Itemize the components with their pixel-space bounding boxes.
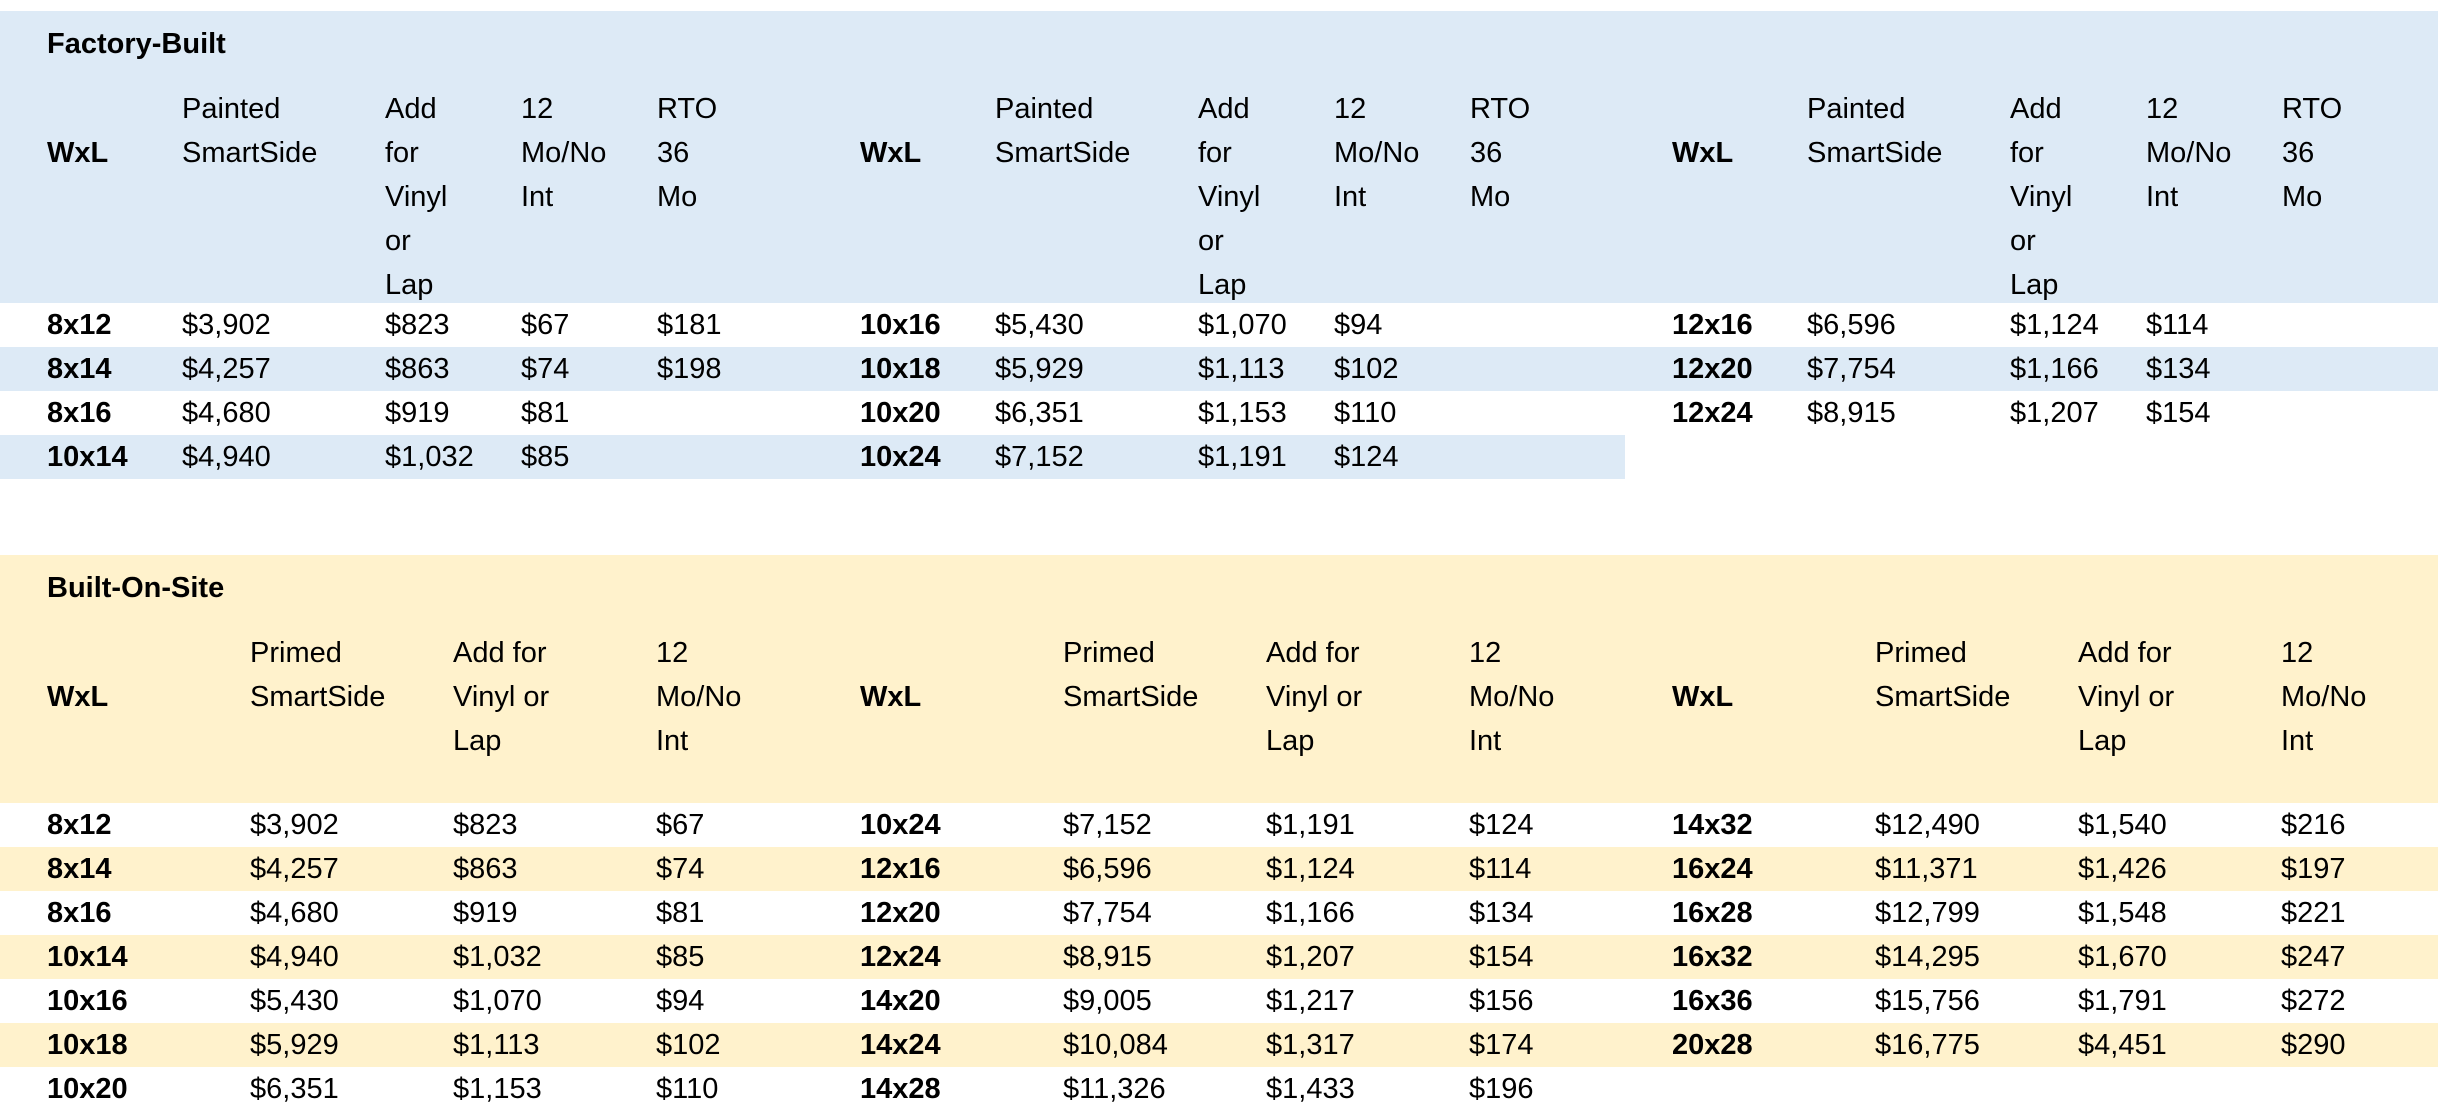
price-cell: $7,754: [1063, 897, 1152, 929]
table-row: [0, 803, 813, 847]
table-row: [813, 435, 1625, 479]
price-cell: $8,915: [1807, 397, 1896, 429]
price-cell: $85: [521, 441, 570, 473]
price-cell: $198: [657, 353, 722, 385]
price-cell: $11,326: [1063, 1073, 1166, 1105]
price-cell: $1,426: [2078, 853, 2167, 885]
factory-built-section: [0, 11, 2438, 493]
price-cell: $12,490: [1875, 809, 1980, 841]
table-row: [813, 391, 1625, 435]
price-cell: $1,113: [453, 1029, 540, 1061]
size-cell: 16x24: [1672, 853, 1753, 885]
size-cell: 10x14: [47, 441, 128, 473]
column-header: Painted SmartSide: [182, 93, 318, 169]
price-cell: $272: [2281, 985, 2346, 1017]
size-cell: 12x16: [1672, 309, 1753, 341]
price-cell: $94: [1334, 309, 1383, 341]
price-cell: $4,257: [250, 853, 339, 885]
size-cell: 16x32: [1672, 941, 1753, 973]
price-cell: $1,670: [2078, 941, 2167, 973]
column-header: WxL: [1672, 681, 1734, 713]
table-row: [0, 979, 813, 1023]
column-header: RTO 36 Mo: [2282, 93, 2343, 213]
section-title: Built-On-Site: [47, 572, 225, 604]
price-cell: $6,351: [250, 1073, 339, 1105]
price-cell: $110: [656, 1073, 719, 1105]
size-cell: 14x28: [860, 1073, 941, 1105]
price-cell: $1,317: [1266, 1029, 1355, 1061]
size-cell: 12x24: [1672, 397, 1753, 429]
price-cell: $134: [1469, 897, 1534, 929]
size-cell: 10x18: [860, 353, 941, 385]
price-cell: $74: [656, 853, 705, 885]
price-cell: $1,124: [1266, 853, 1355, 885]
price-cell: $7,152: [1063, 809, 1152, 841]
table-row: [1625, 347, 2438, 391]
column-header: 12 Mo/No Int: [1469, 637, 1555, 757]
size-cell: 8x12: [47, 309, 112, 341]
price-cell: $102: [656, 1029, 721, 1061]
price-cell: $7,754: [1807, 353, 1896, 385]
price-cell: $216: [2281, 809, 2346, 841]
table-row: [1625, 935, 2438, 979]
price-cell: $10,084: [1063, 1029, 1168, 1061]
price-cell: $863: [385, 353, 450, 385]
price-cell: $134: [2146, 353, 2211, 385]
price-cell: $1,207: [2010, 397, 2099, 429]
price-cell: $4,680: [250, 897, 339, 929]
price-cell: $1,113: [1198, 353, 1285, 385]
price-cell: $1,191: [1266, 809, 1355, 841]
table-row: [813, 935, 1625, 979]
column-header: WxL: [47, 137, 109, 169]
size-cell: 10x16: [860, 309, 941, 341]
price-cell: $4,257: [182, 353, 271, 385]
column-header: RTO 36 Mo: [1470, 93, 1531, 213]
table-panel-2: [813, 621, 1625, 1111]
size-cell: 14x20: [860, 985, 941, 1017]
column-header: WxL: [860, 681, 922, 713]
price-cell: $1,166: [1266, 897, 1355, 929]
table-row: [813, 803, 1625, 847]
table-row: [813, 1023, 1625, 1067]
table-row: [0, 1067, 813, 1111]
price-cell: $4,940: [250, 941, 339, 973]
price-cell: $5,929: [250, 1029, 339, 1061]
column-header: Primed SmartSide: [1875, 637, 2011, 713]
table-row: [0, 1023, 813, 1067]
size-cell: 8x14: [47, 853, 112, 885]
size-cell: 10x20: [47, 1073, 128, 1105]
price-cell: $114: [1469, 853, 1532, 885]
size-cell: 20x28: [1672, 1029, 1753, 1061]
column-header: WxL: [1672, 137, 1734, 169]
size-cell: 16x36: [1672, 985, 1753, 1017]
size-cell: 12x24: [860, 941, 941, 973]
column-header: 12 Mo/No Int: [2281, 637, 2367, 757]
price-cell: $9,005: [1063, 985, 1152, 1017]
price-cell: $15,756: [1875, 985, 1980, 1017]
price-cell: $1,548: [2078, 897, 2167, 929]
built-on-site-section: [0, 555, 2438, 1103]
price-cell: $1,032: [385, 441, 474, 473]
table-row: [1625, 303, 2438, 347]
section-title: Factory-Built: [47, 28, 226, 60]
table-row: [0, 935, 813, 979]
size-cell: 8x12: [47, 809, 112, 841]
price-cell: $1,791: [2078, 985, 2167, 1017]
size-cell: 10x14: [47, 941, 128, 973]
column-header: Add for Vinyl or Lap: [385, 93, 448, 301]
price-cell: $16,775: [1875, 1029, 1980, 1061]
price-cell: $1,433: [1266, 1073, 1355, 1105]
price-cell: $102: [1334, 353, 1399, 385]
size-cell: 12x16: [860, 853, 941, 885]
price-cell: $154: [2146, 397, 2211, 429]
price-cell: $4,940: [182, 441, 271, 473]
price-cell: $5,430: [995, 309, 1084, 341]
price-cell: $74: [521, 353, 570, 385]
column-header: Primed SmartSide: [250, 637, 386, 713]
price-cell: $221: [2281, 897, 2346, 929]
column-header: 12 Mo/No Int: [521, 93, 607, 213]
price-cell: $1,153: [453, 1073, 542, 1105]
size-cell: 8x14: [47, 353, 112, 385]
table-row: [1625, 847, 2438, 891]
column-header: WxL: [860, 137, 922, 169]
price-cell: $114: [2146, 309, 2209, 341]
price-cell: $1,070: [1198, 309, 1287, 341]
price-cell: $14,295: [1875, 941, 1980, 973]
price-cell: $5,430: [250, 985, 339, 1017]
price-cell: $12,799: [1875, 897, 1980, 929]
price-cell: $3,902: [250, 809, 339, 841]
column-header: 12 Mo/No Int: [2146, 93, 2232, 213]
table-panel-3: [1625, 621, 2438, 1067]
column-header: Add for Vinyl or Lap: [1266, 637, 1363, 757]
price-cell: $196: [1469, 1073, 1534, 1105]
table-row: [813, 891, 1625, 935]
column-header: Add for Vinyl or Lap: [453, 637, 550, 757]
price-cell: $1,191: [1198, 441, 1287, 473]
price-cell: $1,217: [1266, 985, 1355, 1017]
price-cell: $181: [657, 309, 722, 341]
price-cell: $863: [453, 853, 518, 885]
price-cell: $11,371: [1875, 853, 1978, 885]
price-cell: $7,152: [995, 441, 1084, 473]
price-cell: $6,596: [1063, 853, 1152, 885]
column-header: RTO 36 Mo: [657, 93, 718, 213]
price-cell: $156: [1469, 985, 1534, 1017]
price-cell: $110: [1334, 397, 1397, 429]
table-panel-3: [1625, 77, 2438, 435]
size-cell: 10x18: [47, 1029, 128, 1061]
table-row: [1625, 391, 2438, 435]
price-cell: $1,166: [2010, 353, 2099, 385]
table-panel-2: [813, 77, 1625, 479]
size-cell: 10x20: [860, 397, 941, 429]
price-cell: $247: [2281, 941, 2346, 973]
price-cell: $81: [521, 397, 570, 429]
size-cell: 10x16: [47, 985, 128, 1017]
table-row: [1625, 891, 2438, 935]
table-row: [813, 979, 1625, 1023]
table-row: [813, 847, 1625, 891]
price-cell: $124: [1334, 441, 1399, 473]
table-row: [813, 303, 1625, 347]
price-cell: $1,207: [1266, 941, 1355, 973]
table-row: [1625, 1023, 2438, 1067]
price-cell: $919: [385, 397, 450, 429]
price-cell: $174: [1469, 1029, 1534, 1061]
price-cell: $154: [1469, 941, 1534, 973]
table-row: [0, 847, 813, 891]
price-cell: $67: [656, 809, 705, 841]
price-cell: $3,902: [182, 309, 271, 341]
price-cell: $6,596: [1807, 309, 1896, 341]
price-cell: $919: [453, 897, 518, 929]
table-row: [813, 347, 1625, 391]
column-header: Painted SmartSide: [1807, 93, 1943, 169]
price-cell: $1,153: [1198, 397, 1287, 429]
column-header: 12 Mo/No Int: [656, 637, 742, 757]
price-cell: $124: [1469, 809, 1534, 841]
price-cell: $5,929: [995, 353, 1084, 385]
price-cell: $67: [521, 309, 570, 341]
column-header: Primed SmartSide: [1063, 637, 1199, 713]
price-cell: $81: [656, 897, 705, 929]
price-cell: $1,124: [2010, 309, 2099, 341]
size-cell: 14x24: [860, 1029, 941, 1061]
price-cell: $94: [656, 985, 705, 1017]
table-panel-1: [0, 621, 813, 1111]
price-cell: $4,451: [2078, 1029, 2167, 1061]
size-cell: 8x16: [47, 897, 112, 929]
price-cell: $85: [656, 941, 705, 973]
price-cell: $1,070: [453, 985, 542, 1017]
price-cell: $4,680: [182, 397, 271, 429]
column-header: WxL: [47, 681, 109, 713]
size-cell: 12x20: [860, 897, 941, 929]
column-header: Add for Vinyl or Lap: [2078, 637, 2175, 757]
table-row: [1625, 803, 2438, 847]
size-cell: 14x32: [1672, 809, 1753, 841]
price-cell: $6,351: [995, 397, 1084, 429]
price-cell: $197: [2281, 853, 2346, 885]
price-cell: $290: [2281, 1029, 2346, 1061]
column-header: Add for Vinyl or Lap: [2010, 93, 2073, 301]
column-header: Add for Vinyl or Lap: [1198, 93, 1261, 301]
table-row: [0, 891, 813, 935]
size-cell: 12x20: [1672, 353, 1753, 385]
price-cell: $1,540: [2078, 809, 2167, 841]
column-header: Painted SmartSide: [995, 93, 1131, 169]
size-cell: 10x24: [860, 809, 941, 841]
size-cell: 10x24: [860, 441, 941, 473]
size-cell: 8x16: [47, 397, 112, 429]
price-cell: $823: [385, 309, 450, 341]
price-cell: $8,915: [1063, 941, 1152, 973]
table-row: [813, 1067, 1625, 1111]
column-header: 12 Mo/No Int: [1334, 93, 1420, 213]
price-cell: $823: [453, 809, 518, 841]
table-row: [1625, 979, 2438, 1023]
price-cell: $1,032: [453, 941, 542, 973]
size-cell: 16x28: [1672, 897, 1753, 929]
